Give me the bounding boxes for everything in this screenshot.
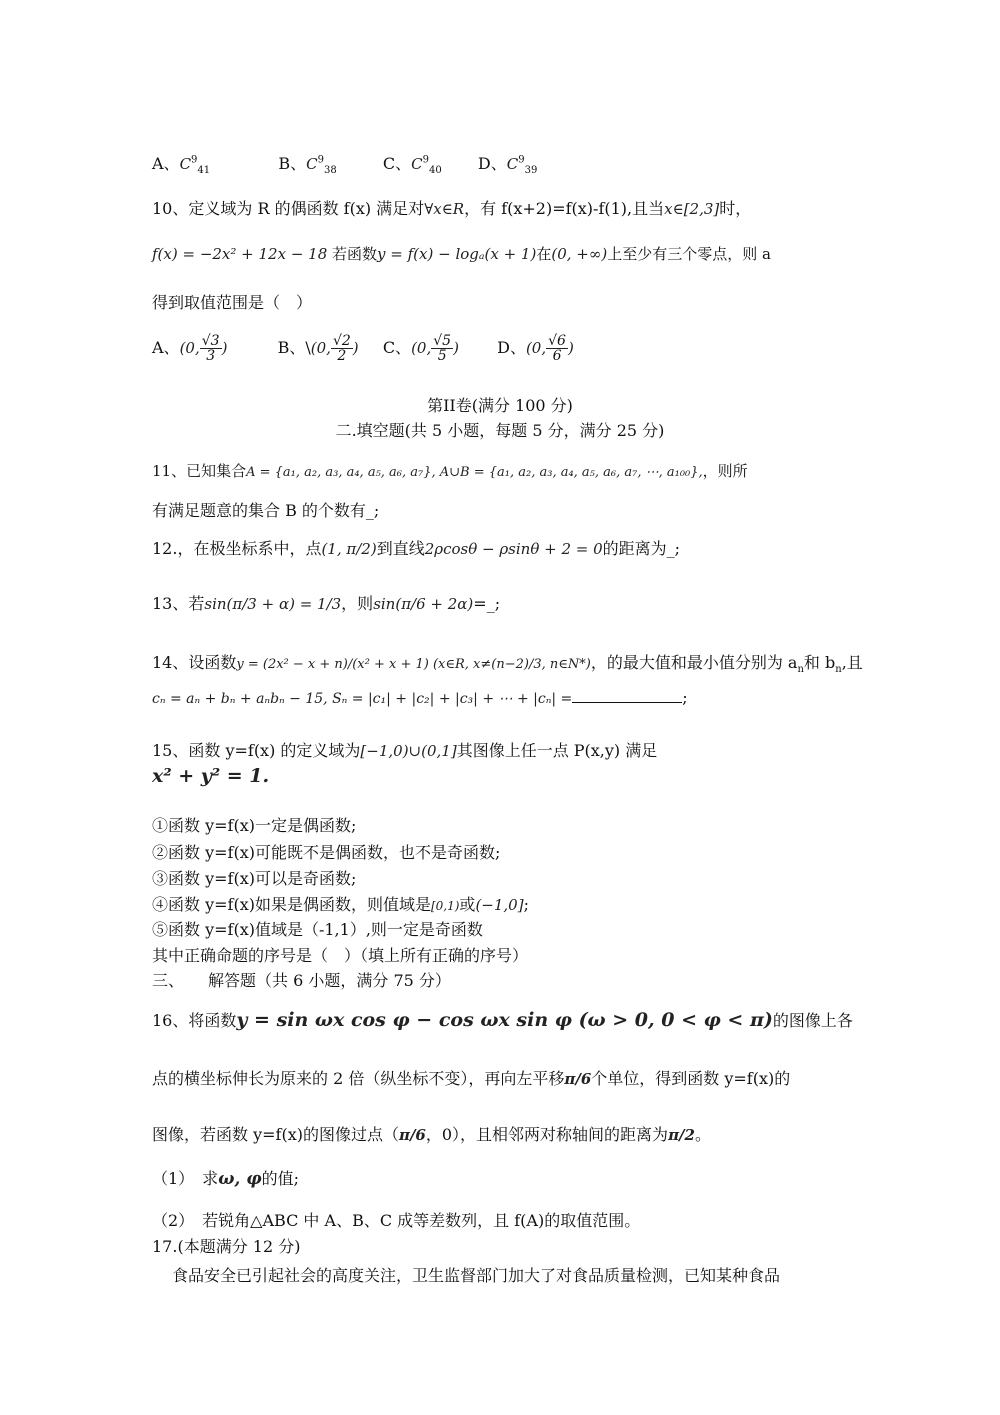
q15-item-1: ①函数 y=f(x)一定是偶函数; [152,816,357,835]
q12-point: (1, π/2) [321,540,377,558]
section2-title: 第II卷(满分 100 分) [427,396,573,415]
q15-domain: [−1,0)∪(0,1] [360,742,457,760]
q12: 12.，在极坐标系中，点(1, π/2)到直线2ρcosθ − ρsinθ + 2 = 0的距离为_; [152,539,681,558]
q15-item-4: ④函数 y=f(x)如果是偶函数，则值域是[0,1)或(−1,0]; [152,895,529,914]
q14-answer-blank [572,688,682,703]
q9-option-d: D、$C^9_{39}$ [477,154,538,177]
q17-line-1: 食品安全已引起社会的高度关注，卫生监督部门加大了对食品质量检测，已知某种食品 [172,1266,781,1285]
q16-sub-1: （1） 求ω, φ的值; [152,1169,299,1189]
q16-line-2: 点的横坐标伸长为原来的 2 倍（纵坐标不变），再向左平移π/6个单位，得到函数 y=f(x)的 [152,1069,791,1088]
q13-expr: sin(π/6 + 2α) [373,595,474,613]
q11-line-2: 有满足题意的集合 B 的个数有_; [152,501,380,520]
q9-options [152,150,852,183]
q14-line-1: 14、设函数y = (2x² − x + n)/(x² + x + 1) (x∈R, x≠(n−2)/3, n∈N*)，的最大值和最小值分别为 $a_n$和 $b_n$,且 [152,653,863,676]
q10-frac-b: $\frac{√2}{2}$ [332,333,351,364]
q10-gx: y = f(x) − logₐ(x + 1) [377,245,537,263]
q17-title: 17.(本题满分 12 分) [152,1237,301,1256]
q15-item-5: ⑤函数 y=f(x)值域是（-1,1）,则一定是奇函数 [152,920,483,939]
q15-item-3: ③函数 y=f(x)可以是奇函数; [152,869,357,888]
q10-interval: x∈[2,3] [664,200,720,218]
q10-line-1: 10、定义域为 R 的偶函数 f(x) 满足对∀x∈R，有 f(x+2)=f(x)-f(1),且当x∈[2,3]时， [152,199,752,218]
q15-equation: x² + y² = 1. [152,765,270,787]
q13: 13、若sin(π/3 + α) = 1/3，则sin(π/6 + 2α)=_; [152,594,501,613]
q10-frac-c: $\frac{√5}{5}$ [433,333,452,364]
q10-frac-d: $\frac{√6}{6}$ [548,333,566,364]
q9-option-b: B、$C^9_{38}$ [278,154,337,177]
q16-func: y = sin ωx cos φ − cos ωx sin φ (ω > 0, 0 < φ < π) [236,1009,773,1031]
q11-line-1: 11、已知集合A = {a₁, a₂, a₃, a₄, a₅, a₆, a₇}, A∪B = {a₁, a₂, a₃, a₄, a₅, a₆, a₇, ⋯, a₁₀₀},，则所 [152,462,748,480]
q10-forall: ∀x∈R [424,200,465,218]
q10-line-2: f(x) = −2x² + 12x − 18 若函数y = f(x) − logₐ(x + 1)在(0, +∞)上至少有三个零点，则 a [152,245,771,263]
q16-line-3: 图像，若函数 y=f(x)的图像过点（π/6，0），且相邻两对称轴间的距离为π/2。 [152,1125,711,1144]
q14-sum: cₙ = aₙ + bₙ + aₙbₙ − 15, Sₙ = |c₁| + |c₂| + |c₃| + ⋯ + |cₙ| = [152,691,573,707]
q10-domain: (0, +∞) [551,245,608,263]
q9-option-c: C、$C^9_{40}$ [382,154,442,177]
q14-line-2: cₙ = aₙ + bₙ + aₙbₙ − 15, Sₙ = |c₁| + |c₂| + |c₃| + ⋯ + |cₙ| = ; [152,688,688,707]
section3-title: 三、 解答题（共 6 小题，满分 75 分） [152,971,451,990]
q9-option-a: A、$C^9_{41}$ [152,154,211,177]
q12-line-eq: 2ρcosθ − ρsinθ + 2 = 0 [424,540,603,558]
q16-line-1: 16、将函数y = sin ωx cos φ − cos ωx sin φ (ω > 0, 0 < φ < π)的图像上各 [152,1009,853,1031]
q10-fx: f(x) = −2x² + 12x − 18 [152,245,328,263]
q13-cond: sin(π/3 + α) = 1/3 [204,595,342,613]
q15-item-2: ②函数 y=f(x)可能既不是偶函数，也不是奇函数; [152,843,501,862]
q10-frac-a: $\frac{√3}{3}$ [201,333,220,364]
q10-line-3: 得到取值范围是（ ） [152,293,313,312]
q15-line-1: 15、函数 y=f(x) 的定义域为[−1,0)∪(0,1]其图像上任一点 P(x,y) 满足 [152,741,658,760]
q14-func: y = (2x² − x + n)/(x² + x + 1) (x∈R, x≠(n−2)/3, n∈N*) [236,657,591,672]
q16-sub-2: （2） 若锐角△ABC 中 A、B、C 成等差数列，且 f(A)的取值范围。 [152,1211,641,1230]
q11-set: A = {a₁, a₂, a₃, a₄, a₅, a₆, a₇}, A∪B = {a₁, a₂, a₃, a₄, a₅, a₆, a₇, ⋯, a₁₀₀}, [246,465,703,480]
q15-answer-prompt: 其中正确命题的序号是（ ）（填上所有正确的序号） [152,946,529,965]
section2-subtitle: 二.填空题(共 5 小题，每题 5 分，满分 25 分) [335,421,665,440]
q10-options: A、(0, $\frac{√3}{3}$ ) B、\(0, $\frac{√2}{2}$ ) C、(0, $\frac{√5}{5}$ ) D、(0, $\frac{√6}{6}$ ) [152,333,574,364]
